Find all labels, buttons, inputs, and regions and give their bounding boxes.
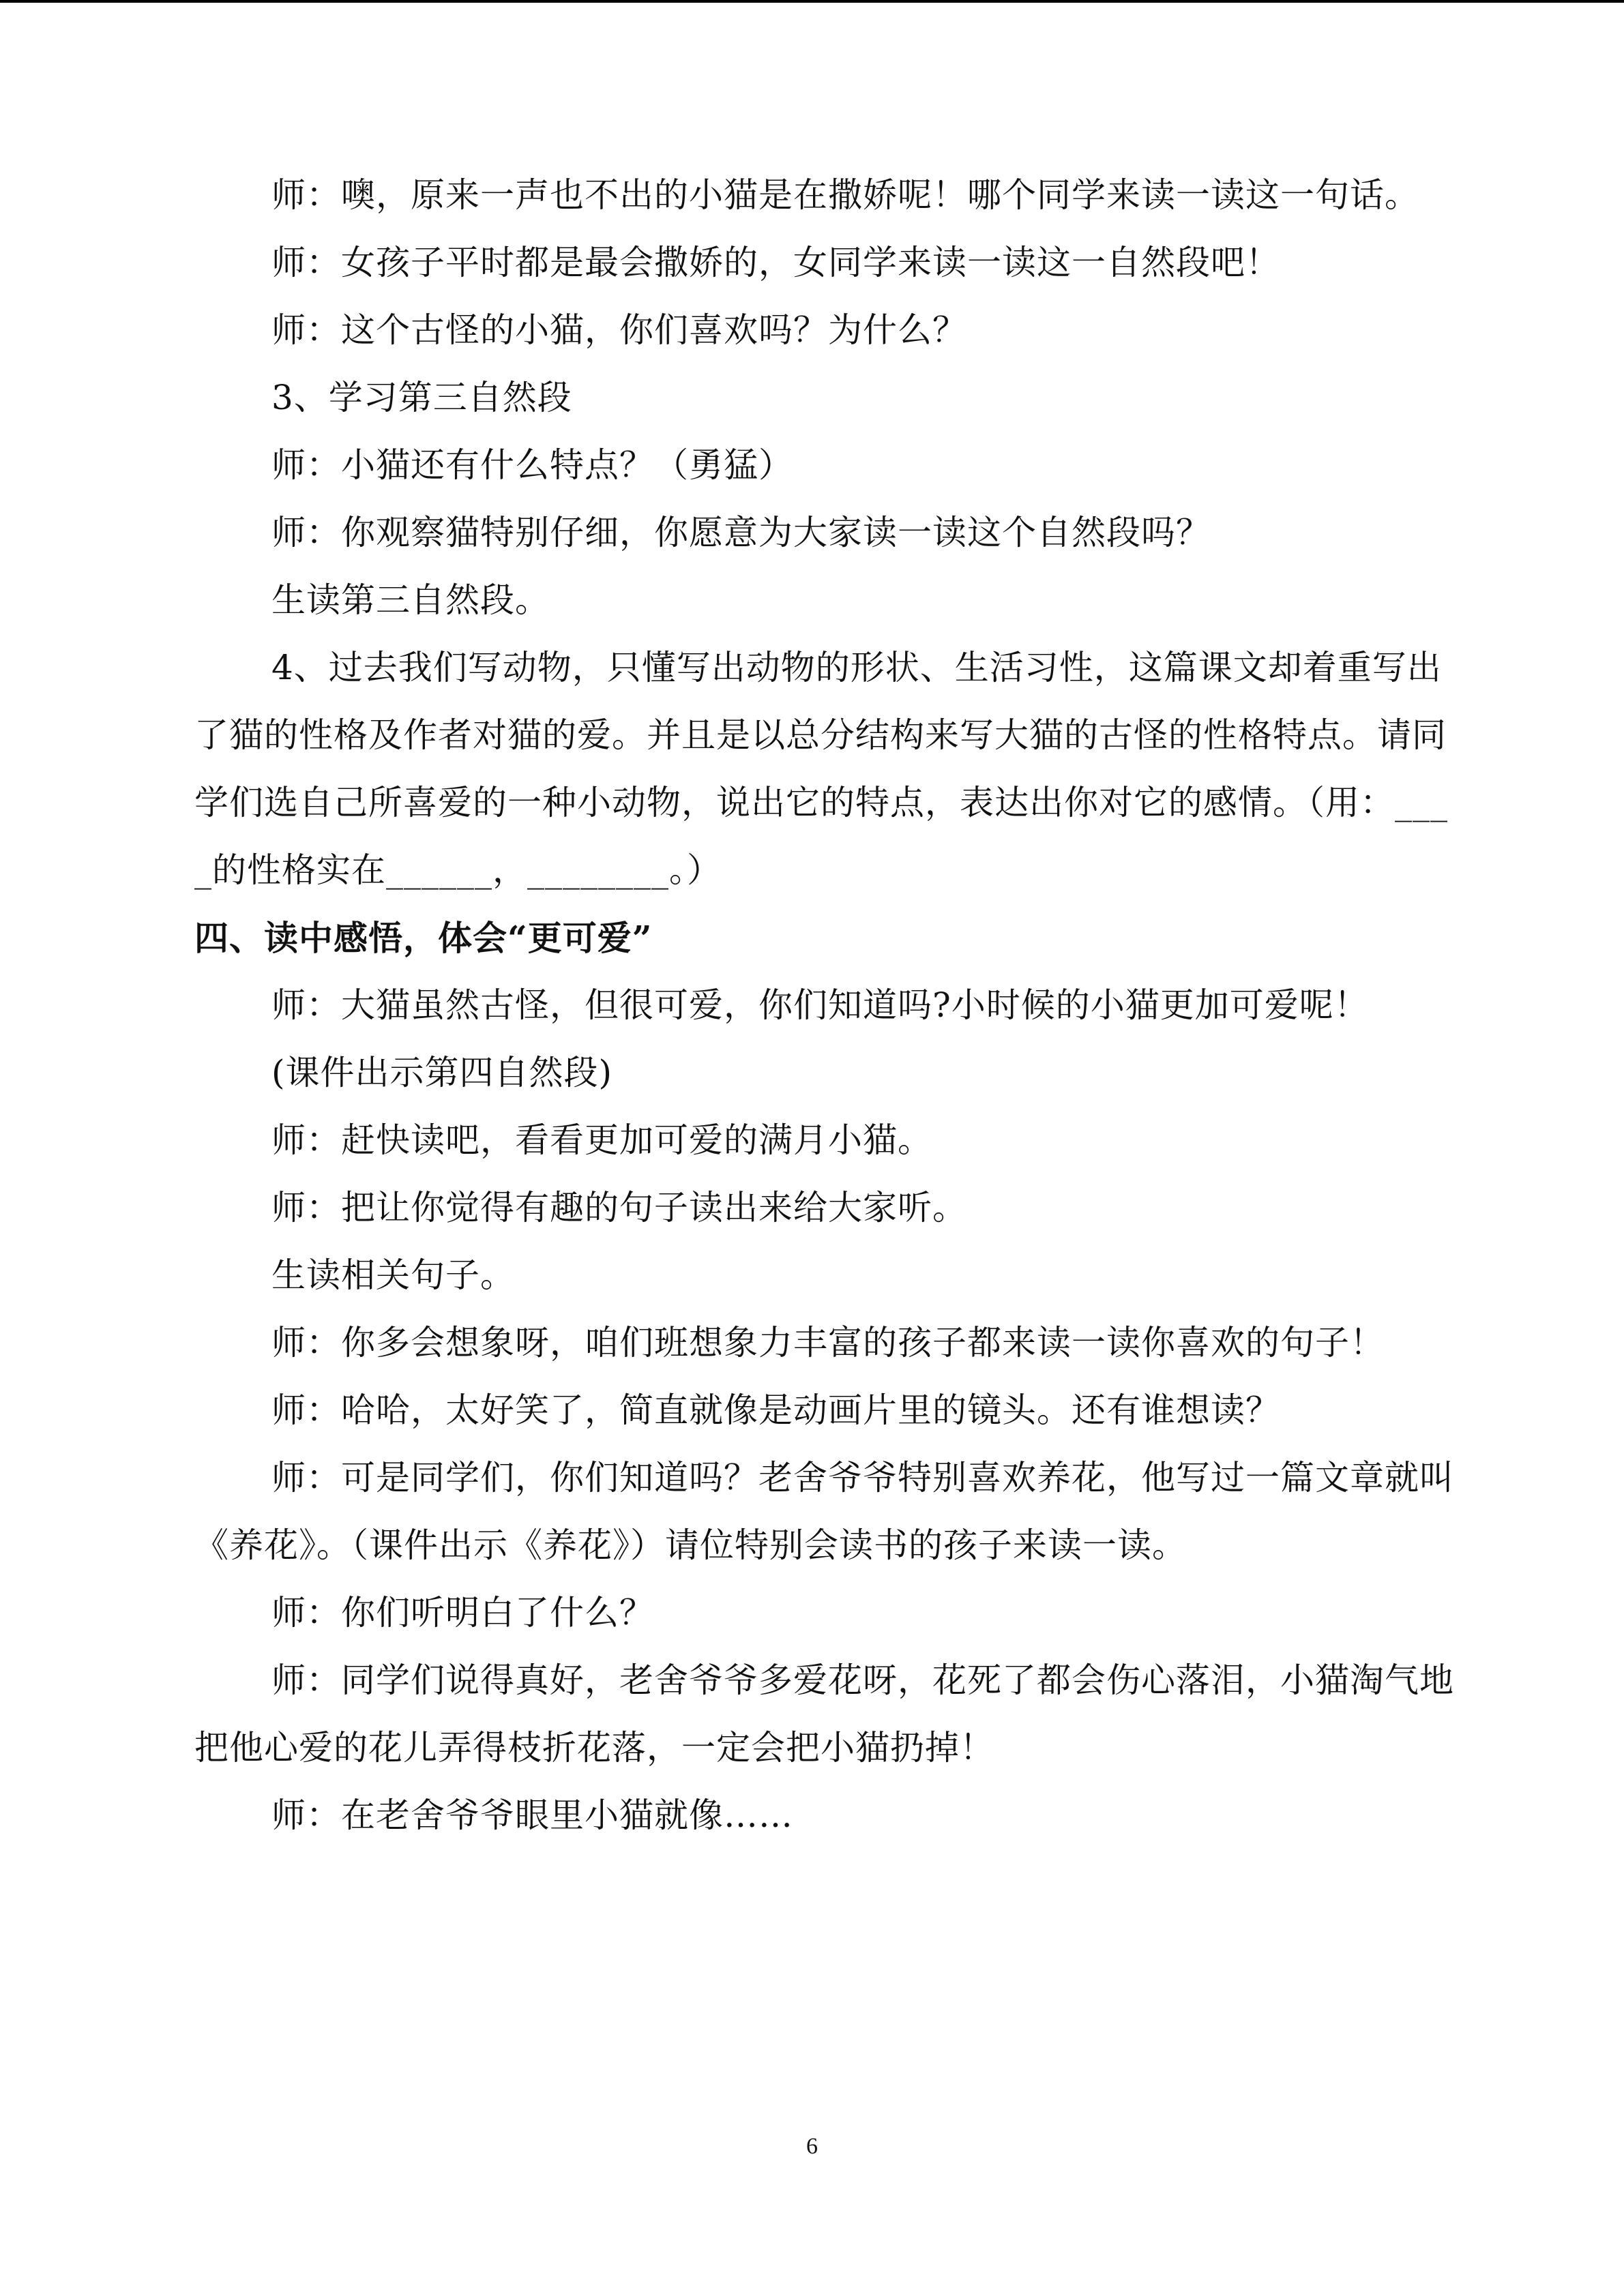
- paragraph-15: 师：你多会想象呀，咱们班想象力丰富的孩子都来读一读你喜欢的句子！: [271, 1323, 1385, 1362]
- paragraph-17: 师：可是同学们，你们知道吗？老舍爷爷特别喜欢养花，他写过一篇文章就叫《养花》。（课件出示《养花》）请位特别会读书的孩子来读一读。: [194, 1458, 1454, 1565]
- paragraph-12: 师：赶快读吧，看看更加可爱的满月小猫。: [271, 1120, 932, 1160]
- paragraph-7: 生读第三自然段。: [271, 580, 550, 620]
- paragraph-13: 师：把让你觉得有趣的句子读出来给大家听。: [271, 1188, 967, 1227]
- paragraph-8: 4、过去我们写动物，只懂写出动物的形状、生活习性，这篇课文却着重写出了猫的性格及作者对猫的爱。并且是以总分结构来写大猫的古怪的性格特点。请同学们选自己所喜爱的一种小动物，说出它的特点，表达出你对它的感情。（用：____的性格实在______，________。）: [194, 648, 1448, 890]
- paragraph-16: 师：哈哈，太好笑了，简直就像是动画片里的镜头。还有谁想读？: [271, 1390, 1280, 1430]
- paragraph-6: 师：你观察猫特别仔细，你愿意为大家读一读这个自然段吗？: [271, 513, 1211, 552]
- paragraph-11: (课件出示第四自然段): [271, 1053, 613, 1092]
- paragraph-5: 师：小猫还有什么特点？（勇猛）: [271, 445, 793, 485]
- paragraph-1: 师：噢，原来一声也不出的小猫是在撒娇呢！哪个同学来读一读这一句话。: [271, 175, 1419, 215]
- paragraph-14: 生读相关句子。: [271, 1255, 515, 1295]
- top-border-line: [0, 0, 1624, 3]
- paragraph-4: 3、学习第三自然段: [271, 378, 572, 417]
- paragraph-2: 师：女孩子平时都是最会撒娇的，女同学来读一读这一自然段吧！: [271, 243, 1280, 282]
- section-heading: 四、读中感悟，体会“更可爱”: [194, 918, 653, 958]
- page-number: 6: [806, 2134, 818, 2159]
- paragraph-3: 师：这个古怪的小猫，你们喜欢吗？为什么？: [271, 310, 967, 350]
- paragraph-19: 师：同学们说得真好，老舍爷爷多爱花呀，花死了都会伤心落泪，小猫淘气地把他心爱的花儿弄得枝折花落，一定会把小猫扔掉！: [194, 1660, 1454, 1768]
- paragraph-18: 师：你们听明白了什么？: [271, 1593, 654, 1632]
- paragraph-20: 师：在老舍爷爷眼里小猫就像……: [271, 1795, 793, 1835]
- document-body: [194, 162, 1456, 1849]
- paragraph-10: 师：大猫虽然古怪，但很可爱，你们知道吗?小时候的小猫更加可爱呢！: [271, 985, 1369, 1025]
